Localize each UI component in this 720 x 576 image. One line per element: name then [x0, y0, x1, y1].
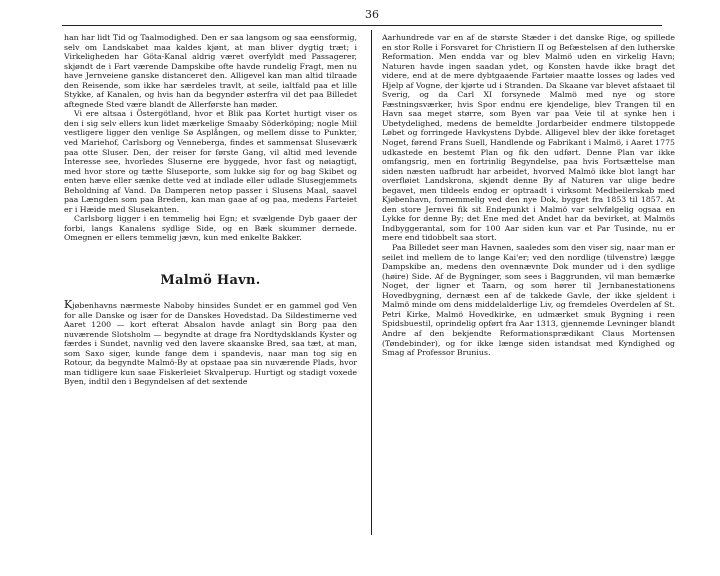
- drop-initial: K: [64, 298, 73, 312]
- section-paragraph-text: jøbenhavns nærmeste Naboby hinsides Sundet er en gammel god Ven for alle Danske og især for de Danskes Hovedstad. Da Sildestimerne ved Aaret 1200 — kort efterat Absalon havde anlagt sin Borg paa den nuværende Slotsholm — begyndte at drage fra Nordtydsklands Kyster og færdes i Sundet, navnlig ved den lavere skaanske Bred, saa tæt, at man, som Saxo siger, kunde fange dem i spandevis, naar man tog sig en Rotour, da begyndte Malmö-By at opstaae paa sin nuværende Plads, hvor man tidligere kun saae Fiskerleiet Skvalperup. Hurtigt og stadigt voxede Byen, indtil den i Begyndelsen af det sextende: [64, 301, 357, 387]
- right-paragraph-2: Paa Billedet seer man Havnen, saaledes som den viser sig, naar man er seilet ind mellem de to lange Kai'er; ved den nordlige (tilvenstre) lægge Dampskibe an, medens den ovennævnte Dok munder ud i den sydlige (høire) Side. Af de Bygninger, som sees i Baggrunden, vil man bemærke Noget, der ligner et Taarn, og som hører til Jernbanestationens Hovedbygning, dernæst een af de takkede Gavle, der ikke sjeldent i Malmö minde om dens middelalderlige Liv, og fremdeles Overdelen af St. Petri Kirke, Malmö Hovedkirke, en udmærket smuk Bygning i reen Spidsbuestil, oprindelig opført fra Aar 1313, gjennemde Levninger blandt Andre af den bekjendte Reformationsprædikant Claus Mortensen (Tøndebinder), og for ikke længe siden istandsat med Kyndighed og Smag af Professor Brunius.: [382, 243, 675, 358]
- section-paragraph: [64, 300, 357, 387]
- column-divider: [371, 30, 372, 535]
- right-paragraph-1: Aarhundrede var en af de største Stæder i det danske Rige, og spillede en stor Rolle i Forsvaret for Christiern II og Befæstelsen af den lutherske Reformation. Men endda var og blev Malmö uden en virkelig Havn; Naturen havde ingen saadan ydet, og Konsten havde ikke bragt det videre, end at de mere dybtgaaende Fartøier maatte losses og lades ved Hjelp af Vogne, der kjørte ud i Stranden. Da Skaane var blevet afstaaet til Sverig, og da Carl XI forsynede Malmö med nye og store Fæstningsværker, hvis Spor endnu ere kjendelige, blev Trangen til en Havn saa meget større, som Byen var paa Veie til at synke hen i Ubetydelighed, medens de bemeldte Jordarbeider endmere tilstoppede Løbet og forringede Havkystens Dybde. Alligevel blev der ikke foretaget Noget, førend Frans Suell, Handlende og Fabrikant i Malmö, i Aaret 1775 udkastede en bestemt Plan og fik den udført. Denne Plan var ikke omfangsrig, men en fortrinlig Begyndelse, paa hvis Fortsættelse man siden næsten uafbrudt har arbeidet, hvorved Malmö ikke blot langt har overfløiet Landskrona, skjøndt denne By af Naturen var ulige bedre begavet, men tildeels endog er optraadt i virksomt Medbeilerskab med Kjøbenhavn, fornemmelig ved den nye Dok, bygget fra 1853 til 1857. At den store Jernvei fik sit Endepunkt i Malmö var selvfølgelig ogsaa en Lykke for denne By; det Ene med det Andet har da bevirket, at Malmös Indbyggerantal, som for 100 Aar siden kun var et Par Tusinde, nu er mere end tidobbelt saa stort.: [382, 33, 675, 243]
- top-rule: [62, 25, 662, 26]
- left-paragraph-3: Carlsborg ligger i en temmelig høi Egn; et svælgende Dyb gaaer der forbi, langs Kanalens sydlige Side, og en Bæk skummer dernede. Omegnen er ellers temmelig jævn, kun med enkelte Bakker.: [64, 214, 357, 243]
- right-column: [382, 33, 675, 358]
- left-paragraph-1: han har lidt Tid og Taalmodighed. Den er saa langsom og saa eensformig, selv om Landskabet maa kaldes kjønt, at man bliver dygtig træt; i Virkeligheden har Göta-Kanal aldrig været overfyldt med Passagerer, skjøndt de i Fart værende Dampskibe ofte havde rundelig Fragt, men nu have Jernveiene ganske distanceret den. Alligevel kan man altid tilraade den Reisende, som ikke har særdeles travlt, at seile, ialtfald paa et lille Stykke, af Kanalen, og hvis han da begynder østerfra vil det paa Billedet aftegnede Sted være blandt de Allerførste han møder.: [64, 33, 357, 109]
- section-title: Malmö Havn.: [160, 273, 261, 289]
- left-column: [64, 33, 357, 387]
- page-number: 36: [365, 8, 379, 21]
- left-paragraph-2: Vi ere altsaa i Östergötland, hvor et Blik paa Kortet hurtigt viser os den i sig selv ellers kun lidet mærkelige Smaaby Söderköping; nogle Miil vestligere ligger den venlige Sø Asplången, og mellem disse to Punkter, ved Mariehof, Carlsborg og Venneberga, findes et sammensat Sluseværk paa otte Sluser. Den, der reiser for første Gang, vil altid med levende Interesse see, hvorledes Sluserne ere byggede, hvor fast og nøiagtigt, med hvor store og tætte Sluseporte, som lukke sig for og bag Skibet og enten hæve eller sænke dette ved at indlade eller udlade Slusegjemmets Beholdning af Vand. Da Damperen netop passer i Slusens Maal, saavel paa Længden som paa Breden, kan man gaae af og paa, medens Farteiet er i Hæide med Slusekanten.: [64, 109, 357, 214]
